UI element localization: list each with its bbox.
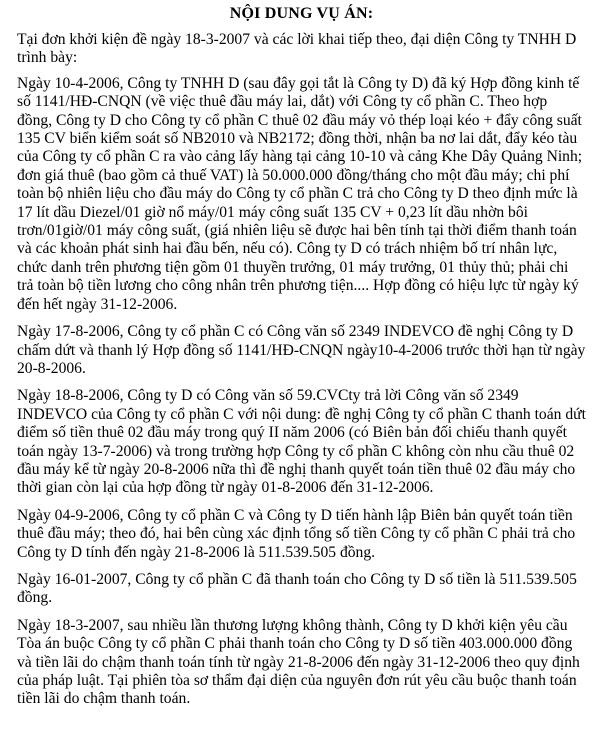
paragraph-settlement-record: Ngày 04-9-2006, Công ty cổ phần C và Công ty D tiến hành lập Biên bản quyết toán tiền thuê đầu máy; theo đó, hai bên cùng xác định tổng số tiền Công ty cổ phần C phải trả cho Công ty D tính đến ngày 21-8-2006 là 511.539.505 đồng. bbox=[17, 506, 576, 561]
paragraph-contract: Ngày 10-4-2006, Công ty TNHH D (sau đây gọi tắt là Công ty D) đã ký Hợp đồng kinh tế số 1141/HĐ-CNQN (về việc thuê đầu máy lai, dắt) với Công ty cổ phần C. Theo hợp đồng, Công ty D cho Công ty cổ phần C thuê 02 đầu máy vỏ thép loại kéo + đẩy công suất 135 CV biển kiểm soát số NB2010 và NB2172; đồng thời, nhận ba nơ lai dắt, đẩy kéo tàu của Công ty cổ phần C ra vào cảng lấy hàng tại cảng 10-10 và cảng Khe Dây Quảng Ninh; đơn giá thuê (bao gồm cả thuế VAT) là 50.000.000 đồng/tháng cho một đầu máy; chi phí toàn bộ nhiên liệu cho đầu máy do Công ty cổ phần C trả cho Công ty D theo định mức là 17 lít dầu Diezel/01 giờ nổ máy/01 máy công suất 135 CV + 0,23 lít dầu nhờn bôi trơn/01giờ/01 máy công suất, (giá nhiên liệu sẽ được hai bên tính tại thời điểm thanh toán và các khoản phát sinh hai đầu bến, nếu có). Công ty D có trách nhiệm bố trí nhân lực, chức danh trên phương tiện gồm 01 thuyền trưởng, 01 máy trưởng, 01 thủy thủ; phải chi trả toàn bộ tiền lương cho công nhân trên phương tiện.... Hợp đồng có hiệu lực từ ngày ký đến hết ngày 31-12-2006. bbox=[17, 74, 583, 313]
paragraph-lawsuit: Ngày 18-3-2007, sau nhiều lần thương lượng không thành, Công ty D khởi kiện yêu cầu Tòa án buộc Công ty cổ phần C phải thanh toán cho Công ty D số tiền 403.000.000 đồng và tiền lãi do chậm thanh toán tính từ ngày 21-8-2006 đến ngày 31-12-2006 theo quy định của pháp luật. Tại phiên tòa sơ thẩm đại diện của nguyên đơn rút yêu cầu buộc thanh toán tiền lãi do chậm thanh toán. bbox=[17, 616, 580, 708]
paragraph-reply-letter: Ngày 18-8-2006, Công ty D có Công văn số 59.CVCty trả lời Công văn số 2349 INDEVCO của Công ty cổ phần C với nội dung: đề nghị Công ty cổ phần C thanh toán dứt điểm số tiền thuê 02 đầu máy trong quý II năm 2006 (có Biên bản đối chiếu thanh quyết toán ngày 13-7-2006) và trong trường hợp Công ty cổ phần C không còn nhu cầu thuê 02 đầu máy kể từ ngày 20-8-2006 nữa thì đề nghị thanh quyết toán tiền thuê 02 đầu máy cho thời gian còn lại của hợp đồng từ ngày 01-8-2006 đến 31-12-2006. bbox=[17, 387, 586, 497]
paragraph-intro: Tại đơn khởi kiện đề ngày 18-3-2007 và các lời khai tiếp theo, đại diện Công ty TNHH D trình bày: bbox=[17, 31, 577, 67]
section-title: NỘI DUNG VỤ ÁN: bbox=[229, 5, 374, 22]
paragraph-termination-request: Ngày 17-8-2006, Công ty cổ phần C có Công văn số 2349 INDEVCO đề nghị Công ty D chấm dứt và thanh lý Hợp đồng số 1141/HĐ-CNQN ngày10-4-2006 trước thời hạn từ ngày 20-8-2006. bbox=[17, 323, 586, 377]
paragraph-payment: Ngày 16-01-2007, Công ty cổ phần C đã thanh toán cho Công ty D số tiền là 511.539.505 đồng. bbox=[17, 570, 577, 607]
